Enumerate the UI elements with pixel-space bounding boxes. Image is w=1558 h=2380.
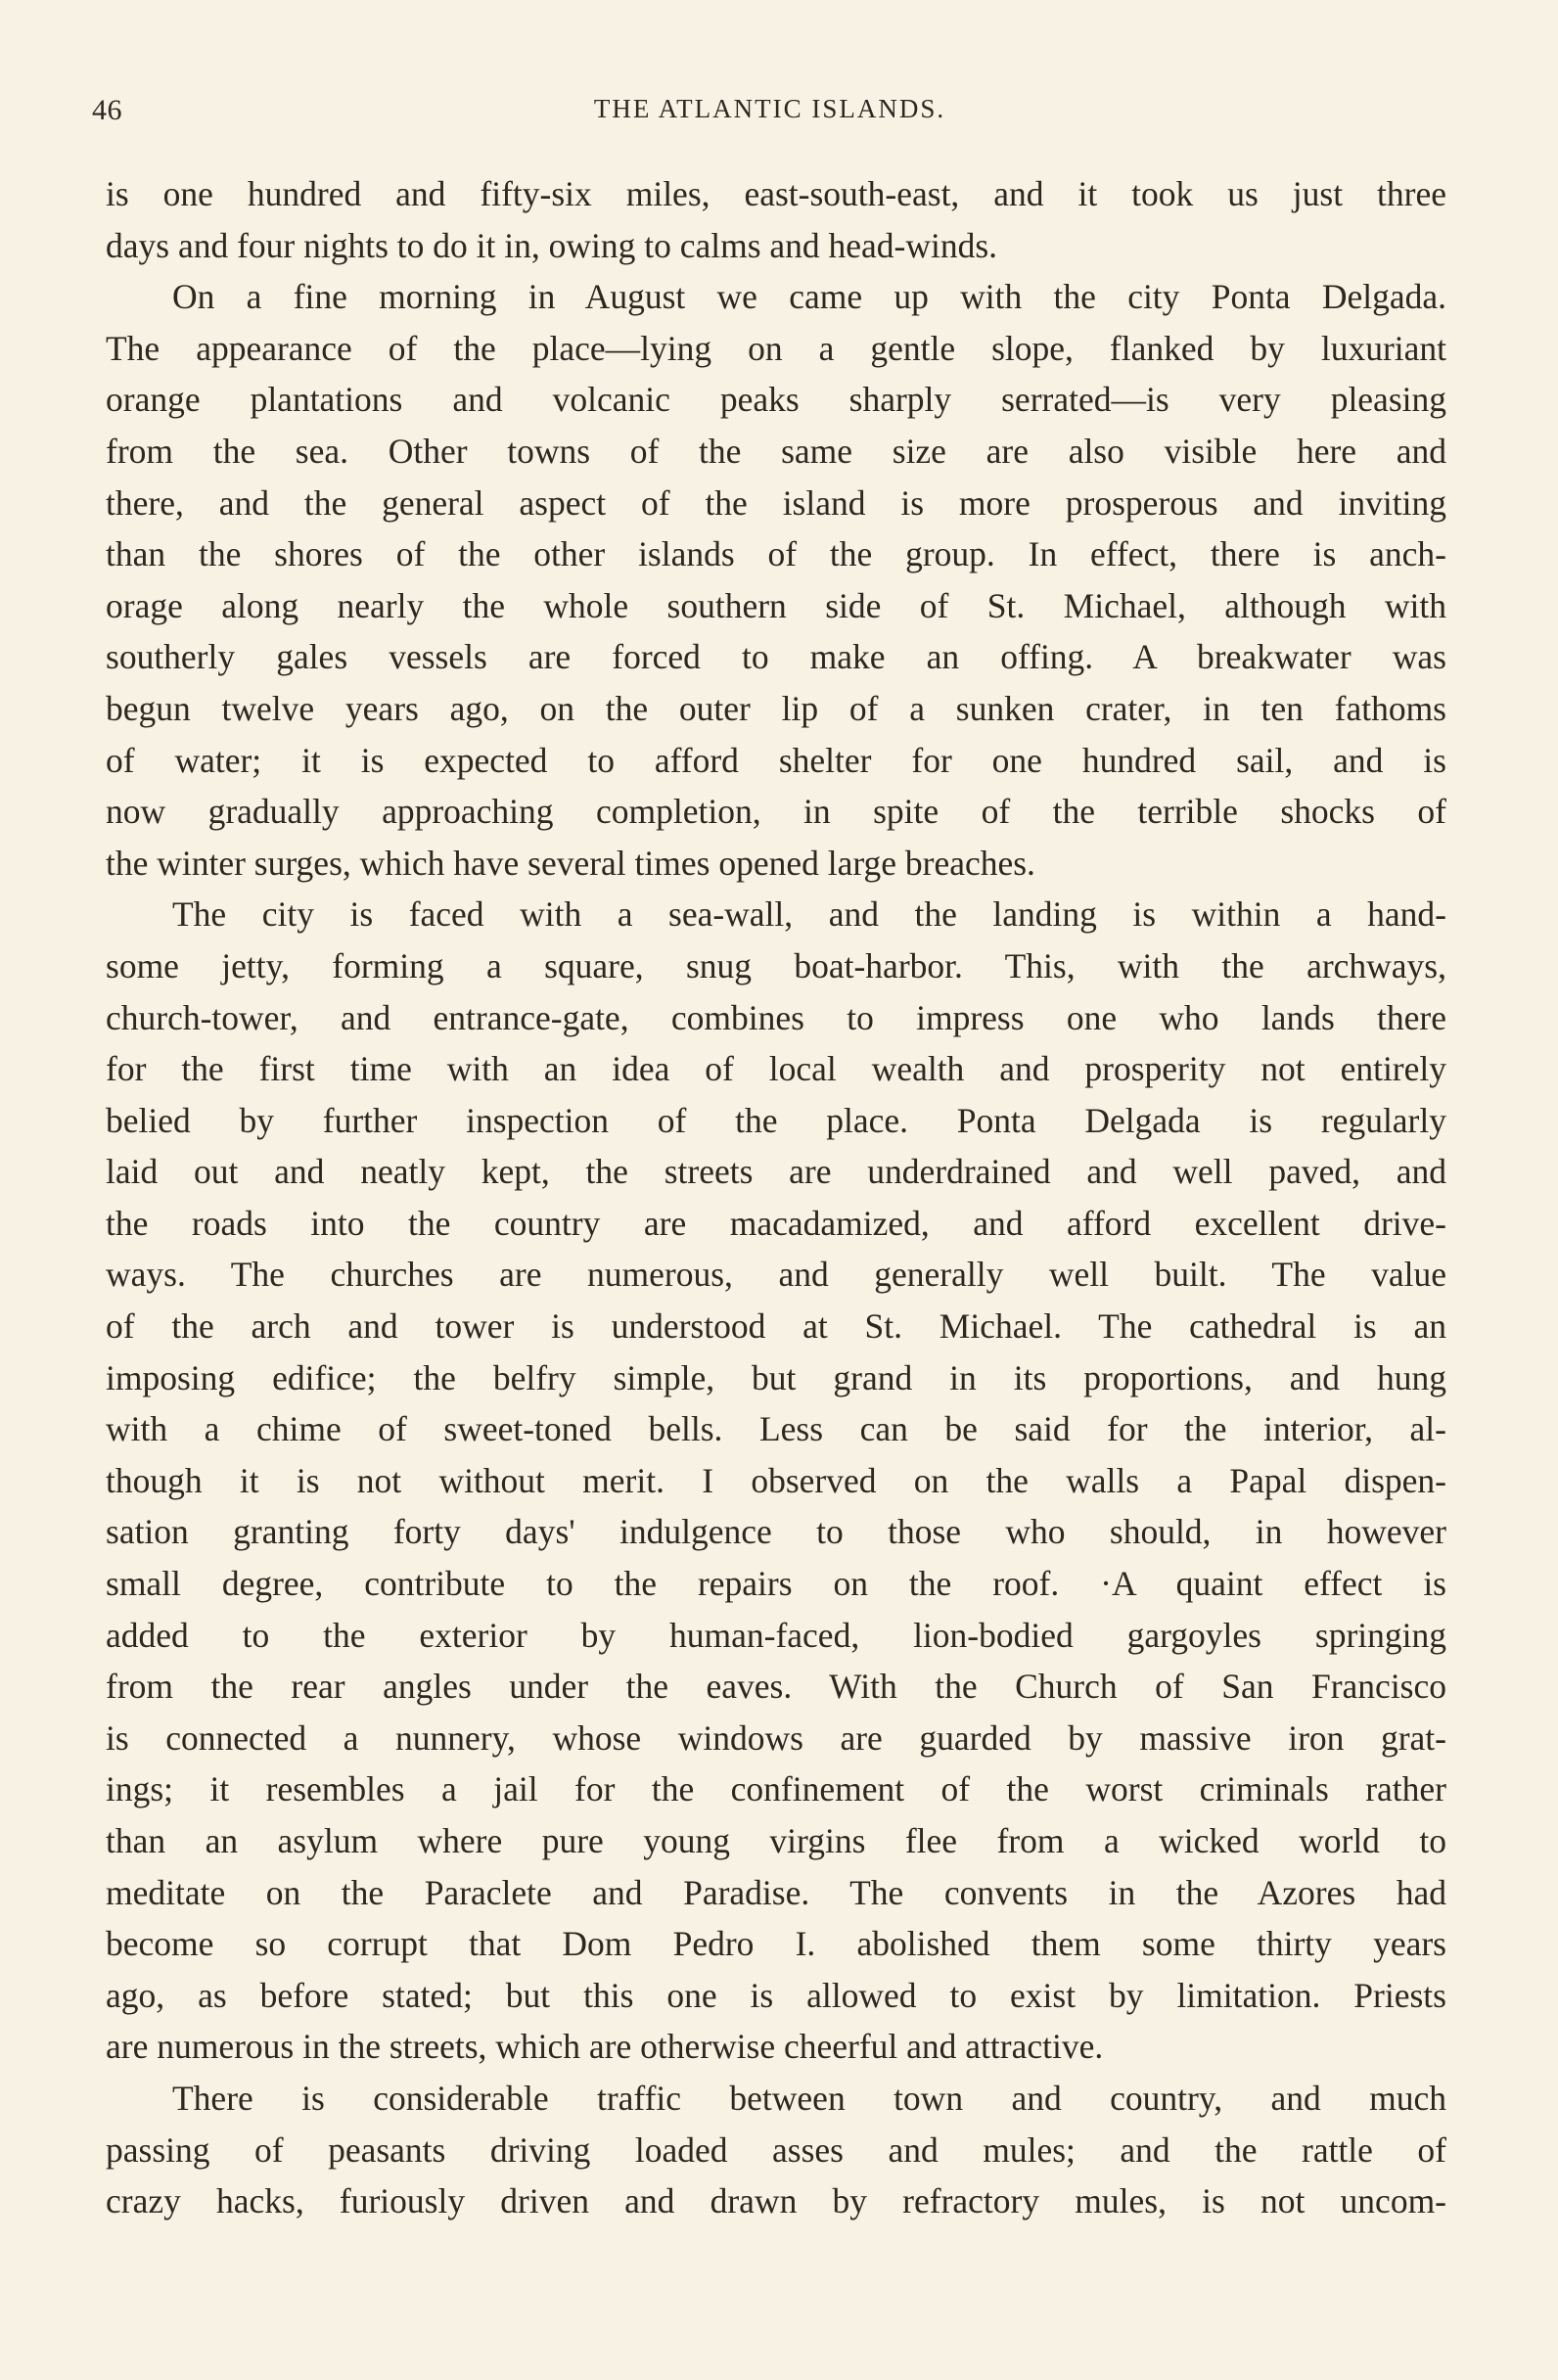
- paragraph-first-line: On a fine morning in August we came up with the city Ponta Delgada.: [172, 277, 1446, 317]
- text-line: meditate on the Paraclete and Paradise. The convents in the Azores had: [106, 1872, 1446, 1912]
- text-line: for the first time with an idea of local wealth and prosperity not entirely: [106, 1049, 1446, 1089]
- text-line: southerly gales vessels are forced to make an offing. A breakwater was: [106, 637, 1446, 677]
- text-line: become so corrupt that Dom Pedro I. abolished them some thirty years: [106, 1924, 1446, 1964]
- text-line: crazy hacks, furiously driven and drawn by refractory mules, is not uncom-: [106, 2181, 1446, 2221]
- text-line: there, and the general aspect of the island is more prosperous and inviting: [106, 482, 1446, 523]
- text-line: are numerous in the streets, which are otherwise cheerful and attractive.: [106, 2027, 1104, 2067]
- text-line: begun twelve years ago, on the outer lip of a sunken crater, in ten fathoms: [106, 688, 1446, 728]
- text-line: of the arch and tower is understood at St. Michael. The cathedral is an: [106, 1306, 1446, 1347]
- text-line: orage along nearly the whole southern side of St. Michael, although with: [106, 585, 1446, 625]
- text-line: is one hundred and fifty-six miles, east-south-east, and it took us just three: [106, 174, 1446, 213]
- text-line: than an asylum where pure young virgins flee from a wicked world to: [106, 1821, 1446, 1860]
- page-header: [92, 94, 1447, 141]
- text-line: ways. The churches are numerous, and generally well built. The value: [106, 1255, 1446, 1295]
- text-line: days and four nights to do it in, owing to calms and head-winds.: [106, 225, 998, 265]
- text-line: ings; it resembles a jail for the confinement of the worst criminals rather: [106, 1769, 1446, 1809]
- paragraph-first-line: The city is faced with a sea-wall, and the landing is within a hand-: [172, 894, 1446, 935]
- running-title: THE ATLANTIC ISLANDS.: [593, 94, 946, 123]
- text-line: orange plantations and volcanic peaks sharply serrated—is very pleasing: [106, 380, 1446, 420]
- body-text: [106, 168, 1446, 2227]
- text-line: is connected a nunnery, whose windows are guarded by massive iron grat-: [106, 1717, 1446, 1758]
- text-line: passing of peasants driving loaded asses and mules; and the rattle of: [106, 2129, 1446, 2170]
- text-line: with a chime of sweet-toned bells. Less can be said for the interior, al-: [106, 1409, 1446, 1449]
- text-line: the winter surges, which have several times opened large breaches.: [106, 843, 1035, 883]
- text-line: some jetty, forming a square, snug boat-harbor. This, with the archways,: [106, 945, 1446, 985]
- text-line: of water; it is expected to afford shelter for one hundred sail, and is: [106, 740, 1446, 780]
- text-line: added to the exterior by human-faced, lion-bodied gargoyles springing: [106, 1615, 1446, 1655]
- text-line: now gradually approaching completion, in spite of the terrible shocks of: [106, 792, 1446, 832]
- text-line: though it is not without merit. I observed on the walls a Papal dispen-: [106, 1460, 1446, 1500]
- text-line: the roads into the country are macadamized, and afford excellent drive-: [106, 1203, 1446, 1243]
- text-line: than the shores of the other islands of the group. In effect, there is anch-: [106, 534, 1446, 574]
- text-line: laid out and neatly kept, the streets are underdrained and well paved, and: [106, 1152, 1446, 1192]
- text-line: imposing edifice; the belfry simple, but grand in its proportions, and hung: [106, 1357, 1446, 1397]
- text-line: small degree, contribute to the repairs on the roof. ·A quaint effect is: [106, 1564, 1446, 1604]
- text-line: belied by further inspection of the place. Ponta Delgada is regularly: [106, 1100, 1446, 1140]
- paragraph-first-line: There is considerable traffic between town and country, and much: [172, 2078, 1446, 2118]
- text-line: The appearance of the place—lying on a gentle slope, flanked by luxuriant: [106, 328, 1446, 368]
- page-number: 46: [92, 94, 122, 126]
- text-line: church-tower, and entrance-gate, combines to impress one who lands there: [106, 997, 1446, 1037]
- text-line: sation granting forty days' indulgence to those who should, in however: [106, 1512, 1446, 1552]
- text-line: from the rear angles under the eaves. With the Church of San Francisco: [106, 1667, 1446, 1707]
- text-line: from the sea. Other towns of the same size are also visible here and: [106, 431, 1446, 471]
- text-line: ago, as before stated; but this one is allowed to exist by limitation. Priests: [106, 1975, 1446, 2015]
